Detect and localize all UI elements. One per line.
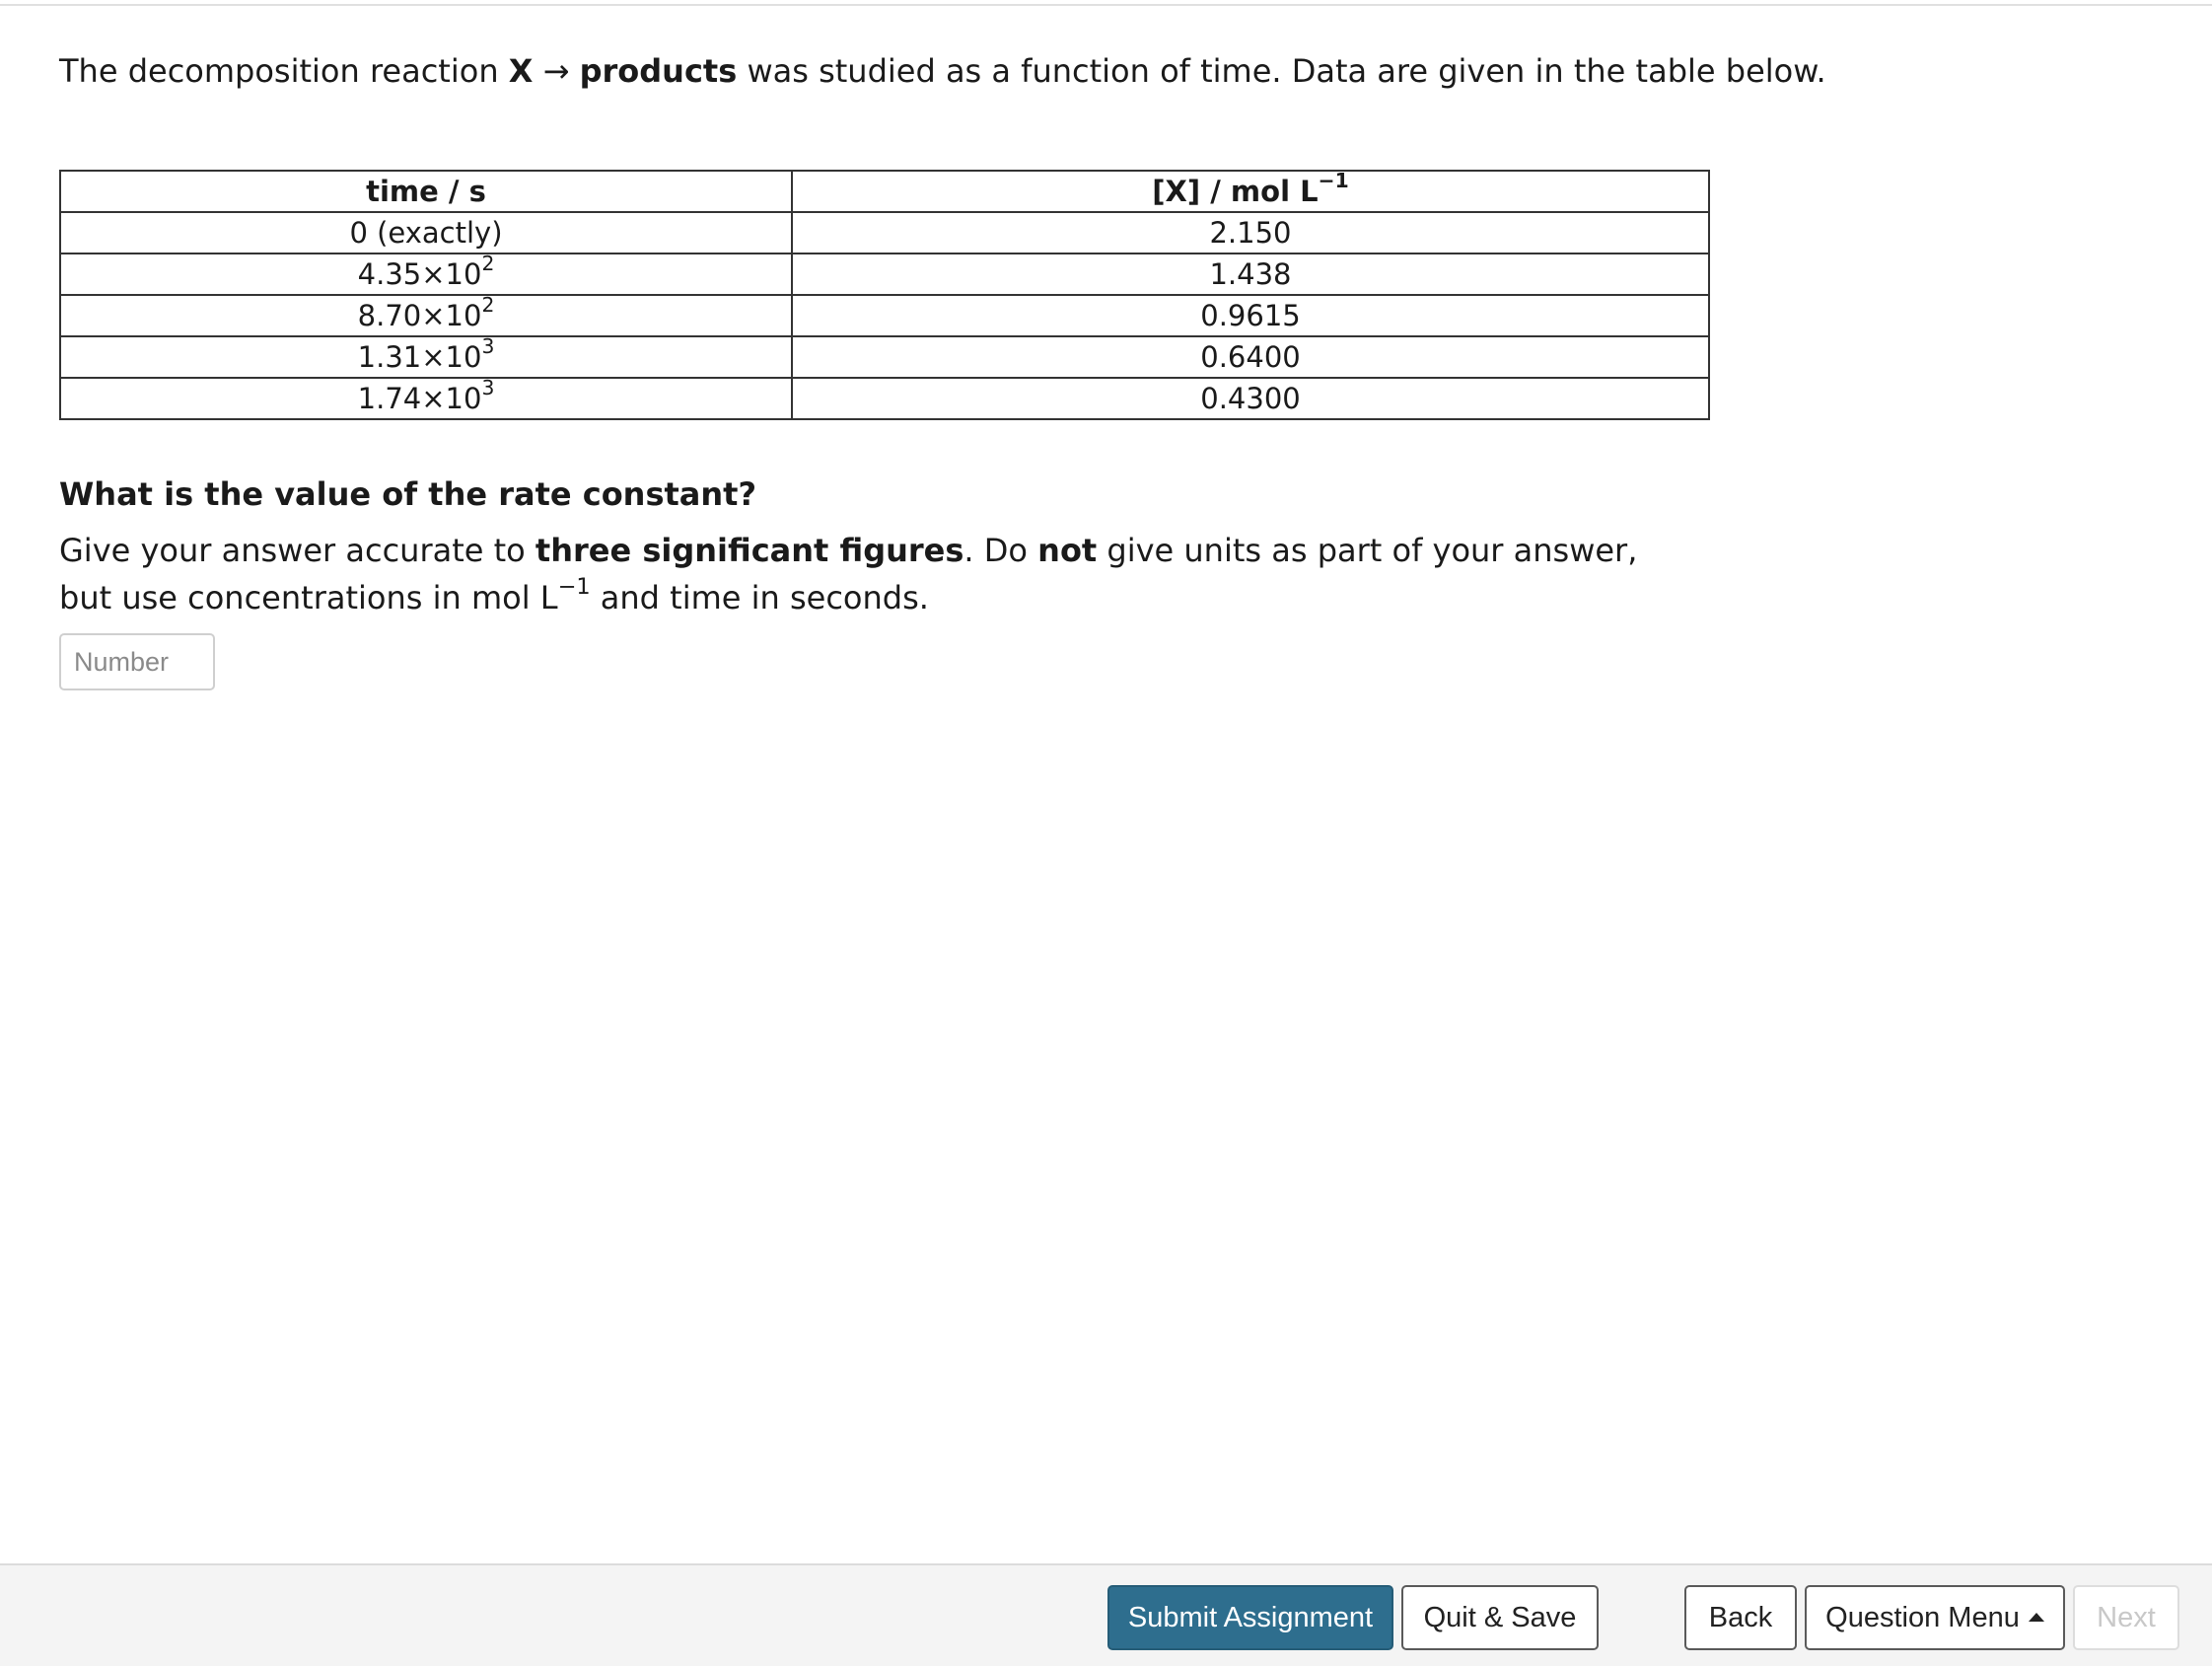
back-button[interactable]: Back — [1684, 1585, 1797, 1650]
question-menu-button[interactable] — [1805, 1585, 2065, 1650]
products-label: products — [579, 52, 738, 90]
time-cell: 0 (exactly) — [60, 212, 792, 254]
header-concentration: [X] / mol $L^{-1}$ — [792, 171, 1709, 212]
top-divider — [0, 4, 2212, 6]
concentration-cell: 2.150 — [792, 212, 1709, 254]
next-button[interactable]: Next — [2073, 1585, 2179, 1650]
table-row — [60, 212, 1709, 254]
header-time: time / s — [60, 171, 792, 212]
question-prompt: What is the value of the rate constant? — [59, 475, 757, 513]
concentration-cell: 0.4300 — [792, 378, 1709, 419]
concentration-cell: 1.438 — [792, 254, 1709, 295]
time-cell: $1.74\times 10^3$ — [60, 378, 792, 419]
reactant-label: X — [508, 52, 534, 90]
caret-up-icon — [2029, 1613, 2044, 1622]
time-cell: $4.35\times 10^2$ — [60, 254, 792, 295]
concentration-cell: 0.6400 — [792, 336, 1709, 378]
quit-save-button[interactable]: Quit & Save — [1401, 1585, 1599, 1650]
intro-text: The decomposition reaction — [59, 52, 509, 90]
question-menu-label: Question Menu — [1825, 1601, 2020, 1633]
question-intro — [59, 49, 1826, 93]
submit-assignment-button[interactable]: Submit Assignment — [1107, 1585, 1393, 1650]
table-row — [60, 378, 1709, 419]
time-cell: $8.70\times 10^2$ — [60, 295, 792, 336]
table-header-row — [60, 171, 1709, 212]
table-row — [60, 254, 1709, 295]
answer-number-input[interactable] — [59, 633, 215, 690]
reaction-arrow: → — [533, 52, 580, 90]
table-row — [60, 295, 1709, 336]
footer-toolbar — [0, 1563, 2212, 1666]
answer-instructions: Give your answer accurate to three significant figures. Do not give units as part of your answer, but use concentrations in mol $L^{-1}$ and time in seconds. — [59, 532, 1638, 616]
concentration-cell: 0.9615 — [792, 295, 1709, 336]
intro-text-end: was studied as a function of time. Data are given in the table below. — [737, 52, 1826, 90]
table-row — [60, 336, 1709, 378]
data-table — [59, 170, 1710, 420]
time-cell: $1.31\times 10^3$ — [60, 336, 792, 378]
